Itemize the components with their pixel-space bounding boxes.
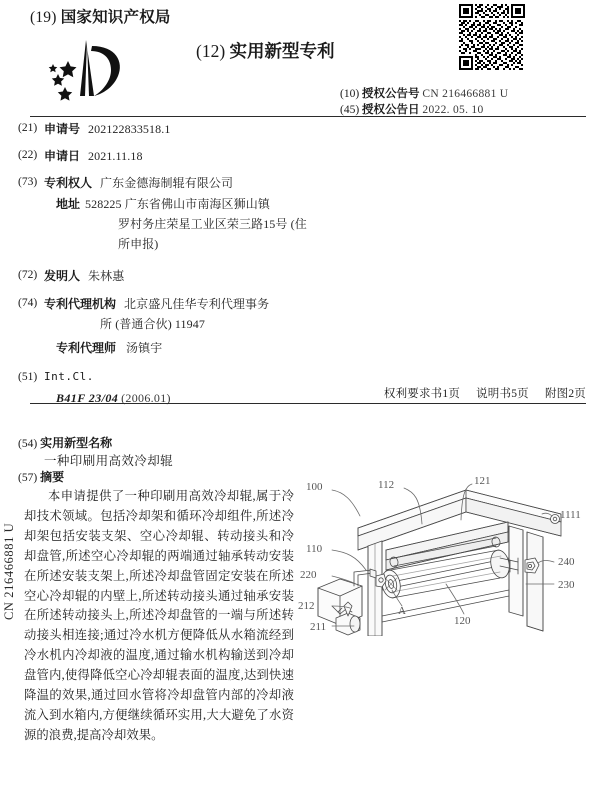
address-line-3: 所申报) <box>118 237 159 252</box>
title-code: (54) <box>18 438 38 450</box>
field-label: 专利权人 <box>44 176 93 191</box>
ipc-code: B41F 23/04 <box>56 391 119 406</box>
agency-line-2: 所 (普通合伙) 11947 <box>100 316 205 331</box>
ref-112: 112 <box>378 479 395 491</box>
ipc-version: (2006.01) <box>121 391 171 406</box>
agency-line-2-row <box>44 315 348 333</box>
address-line-2-row <box>44 215 348 233</box>
ref-220: 220 <box>300 569 317 581</box>
field-address <box>44 195 348 213</box>
field-label: 发明人 <box>44 269 81 284</box>
field-label: 专利代理机构 <box>44 296 117 311</box>
field-value: 2021.11.18 <box>88 149 143 164</box>
ref-212: 212 <box>298 600 315 612</box>
field-code: (21) <box>18 122 38 134</box>
publication-number-code: (10) <box>340 88 360 100</box>
field-inventor <box>18 267 348 285</box>
field-agent <box>44 339 348 357</box>
publication-number-value: CN 216466881 U <box>422 88 509 100</box>
ref-240: 240 <box>558 556 575 568</box>
field-value: 北京盛凡佳华专利代理事务 <box>124 296 270 311</box>
abstract-text: 本申请提供了一种印刷用高效冷却辊,属于冷却技术领域。包括冷却架和循环冷却组件,所述冷却架包括安装支架、空心冷却辊、转动接头和冷却盘管,所述空心冷却辊的两端通过轴承转动安装在所述安装支架上,所述冷却盘管固定安装在所述空心冷却辊的内壁上,所述转动接头通过轴承安装在所述转动接头上,所述冷却盘管的一端与所述转动接头相连接;通过冷水机方便降低从水箱流经到冷水机内冷却液的温度,通过输水机构输送到冷却盘管内,使得降低空心冷却辊表面的温度,达到快速降温的效果,通过回水管将冷却盘管内部的冷却液流入到水箱内,方便继续循环实用,大大避免了水资源的浪费,提高冷却效果。 <box>24 489 294 742</box>
ref-120: 120 <box>454 615 471 627</box>
field-label: 申请号 <box>44 122 81 136</box>
description-pages: 说明书5页 <box>476 388 529 400</box>
ref-211: 211 <box>310 621 327 633</box>
issuing-office <box>30 5 171 27</box>
page-counts <box>0 385 586 401</box>
field-value: 202122833518.1 <box>88 122 171 136</box>
field-code: (51) <box>18 371 38 384</box>
side-publication-code: CN 216466881 U <box>2 522 16 620</box>
field-patentee <box>18 174 348 253</box>
document-type-code: (12) <box>196 41 226 61</box>
publication-date-label: 授权公告日 <box>362 104 420 116</box>
agent-label: 专利代理师 <box>56 341 117 356</box>
agent-value: 汤镇宇 <box>126 341 163 356</box>
ref-100: 100 <box>306 481 323 493</box>
field-label: 申请日 <box>44 149 81 164</box>
office-code: (19) <box>30 9 57 26</box>
field-value: 广东金德海制辊有限公司 <box>100 176 234 191</box>
header-divider <box>30 116 586 117</box>
field-code: (22) <box>18 149 38 162</box>
document-type <box>196 38 335 63</box>
field-value: 朱林惠 <box>88 269 125 284</box>
publication-date <box>340 101 484 117</box>
abstract-label: 摘要 <box>40 470 65 484</box>
cooling-roller-assembly-drawing <box>296 466 606 636</box>
title-heading <box>18 434 112 451</box>
abstract-divider <box>30 403 586 404</box>
field-application-date <box>18 147 348 165</box>
office-name: 国家知识产权局 <box>60 9 171 26</box>
ref-121: 121 <box>474 475 491 487</box>
publication-date-code: (45) <box>340 104 360 116</box>
address-line-3-row <box>44 235 348 253</box>
ref-A: A <box>398 605 406 617</box>
ref-110: 110 <box>306 543 323 555</box>
bibliographic-block <box>18 120 348 416</box>
drawings-pages: 附图2页 <box>544 388 586 400</box>
address-line-2: 罗村务庄荣星工业区荣三路15号 (住 <box>118 216 307 231</box>
publication-number <box>340 85 508 101</box>
title-label: 实用新型名称 <box>40 436 113 450</box>
field-code: (72) <box>18 269 38 282</box>
abstract-code: (57) <box>18 472 38 484</box>
cnipa-emblem <box>34 34 138 108</box>
address-line-1: 528225 广东省佛山市南海区狮山镇 <box>85 196 270 211</box>
qr-code <box>459 4 525 70</box>
publication-date-value: 2022. 05. 10 <box>422 104 484 116</box>
ref-230: 230 <box>558 579 575 591</box>
claims-pages: 权利要求书1页 <box>383 388 461 400</box>
field-code: (73) <box>18 176 38 189</box>
publication-number-label: 授权公告号 <box>362 88 420 100</box>
field-application-number <box>18 120 348 138</box>
ref-1111: 1111 <box>560 509 581 521</box>
field-agency <box>18 295 348 358</box>
abstract-heading <box>18 468 64 485</box>
field-code: (74) <box>18 296 38 309</box>
address-label: 地址 <box>56 196 81 211</box>
document-type-label: 实用新型专利 <box>229 41 335 61</box>
invention-title: 一种印刷用高效冷却辊 <box>44 454 174 468</box>
ipc-label: Int.Cl. <box>44 370 94 384</box>
